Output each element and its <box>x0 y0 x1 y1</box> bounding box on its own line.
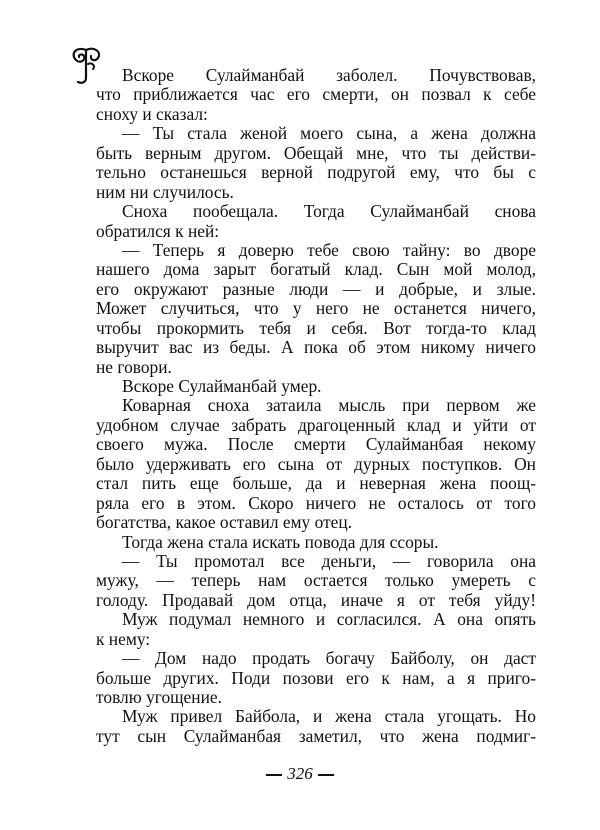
text-line: — Ты стала женой моего сына, а жена должна <box>122 123 536 144</box>
text-line: — Ты промотал все деньги, — говорила она <box>122 550 536 571</box>
text-line: нашего дома зарыт богатый клад. Сын мой молод, <box>96 259 536 280</box>
text-line: — Теперь я доверю тебе свою тайну: во дворе <box>122 239 536 260</box>
text-line: тут сын Сулайманбая заметил, что жена подмиг- <box>96 725 536 746</box>
text-line: было удерживать его сына от дурных поступков. Он <box>96 453 536 474</box>
text-line: Муж привел Байбола, и жена стала угощать. Но <box>122 706 536 727</box>
text-line: голоду. Продавай дом отца, иначе я от тебя уйду! <box>96 589 536 610</box>
text-line: товлю угощение. <box>96 687 222 707</box>
text-line: — Дом надо продать богачу Байболу, он даст <box>122 648 536 669</box>
text-line: Может случиться, что у него не останется ничего, <box>96 298 536 319</box>
text-line: тельно останешься верной подругой ему, что бы с <box>96 162 536 183</box>
text-line: ряла его в этом. Скоро ничего не осталось от того <box>96 492 536 513</box>
text-line: Тогда жена стала искать повода для ссоры. <box>122 531 439 552</box>
text-line: Муж подумал немного и согласился. А она опять <box>122 609 536 630</box>
text-line: Сноха пообещала. Тогда Сулайманбай снова <box>122 201 536 222</box>
text-line: сноху и сказал: <box>96 103 208 124</box>
text-line: больше других. Поди позови его к нам, а я приго- <box>96 667 536 688</box>
text-line: быть верным другом. Обещай мне, что ты действи- <box>96 142 536 163</box>
page-number <box>0 764 600 784</box>
text-line: его окружают разные люди — и добрые, и злые. <box>96 278 536 299</box>
text-line: выручит вас из беды. А пока об этом никому ничего <box>96 337 536 358</box>
text-line: Вскоре Сулайманбай заболел. Почувствовав, <box>122 65 536 85</box>
text-line: обратился к ней: <box>96 220 220 241</box>
folio-dash-right <box>318 774 334 775</box>
folio-dash-left <box>266 774 282 775</box>
text-line: к нему: <box>96 628 151 649</box>
text-line: своего мужа. После смерти Сулайманбая некому <box>96 434 536 455</box>
text-line: ним ни случилось. <box>96 181 234 202</box>
text-line: не говори. <box>96 356 172 377</box>
text-line: Вскоре Сулайманбай умер. <box>122 376 322 396</box>
text-line: удобном случае забрать драгоценный клад и уйти от <box>96 414 536 435</box>
page-number-value: 326 <box>287 764 313 783</box>
text-line: стал пить еще больше, да и неверная жена поощ- <box>96 473 536 494</box>
text-line: богатства, какое оставил ему отец. <box>96 512 353 533</box>
body-text <box>96 66 536 746</box>
text-line: что приближается час его смерти, он позвал к себе <box>96 84 536 105</box>
text-line: чтобы прокормить тебя и себя. Вот тогда-то клад <box>96 317 536 338</box>
text-line: мужу, — теперь нам остается только умереть с <box>96 570 536 591</box>
text-line: Коварная сноха затаила мысль при первом же <box>122 395 536 416</box>
